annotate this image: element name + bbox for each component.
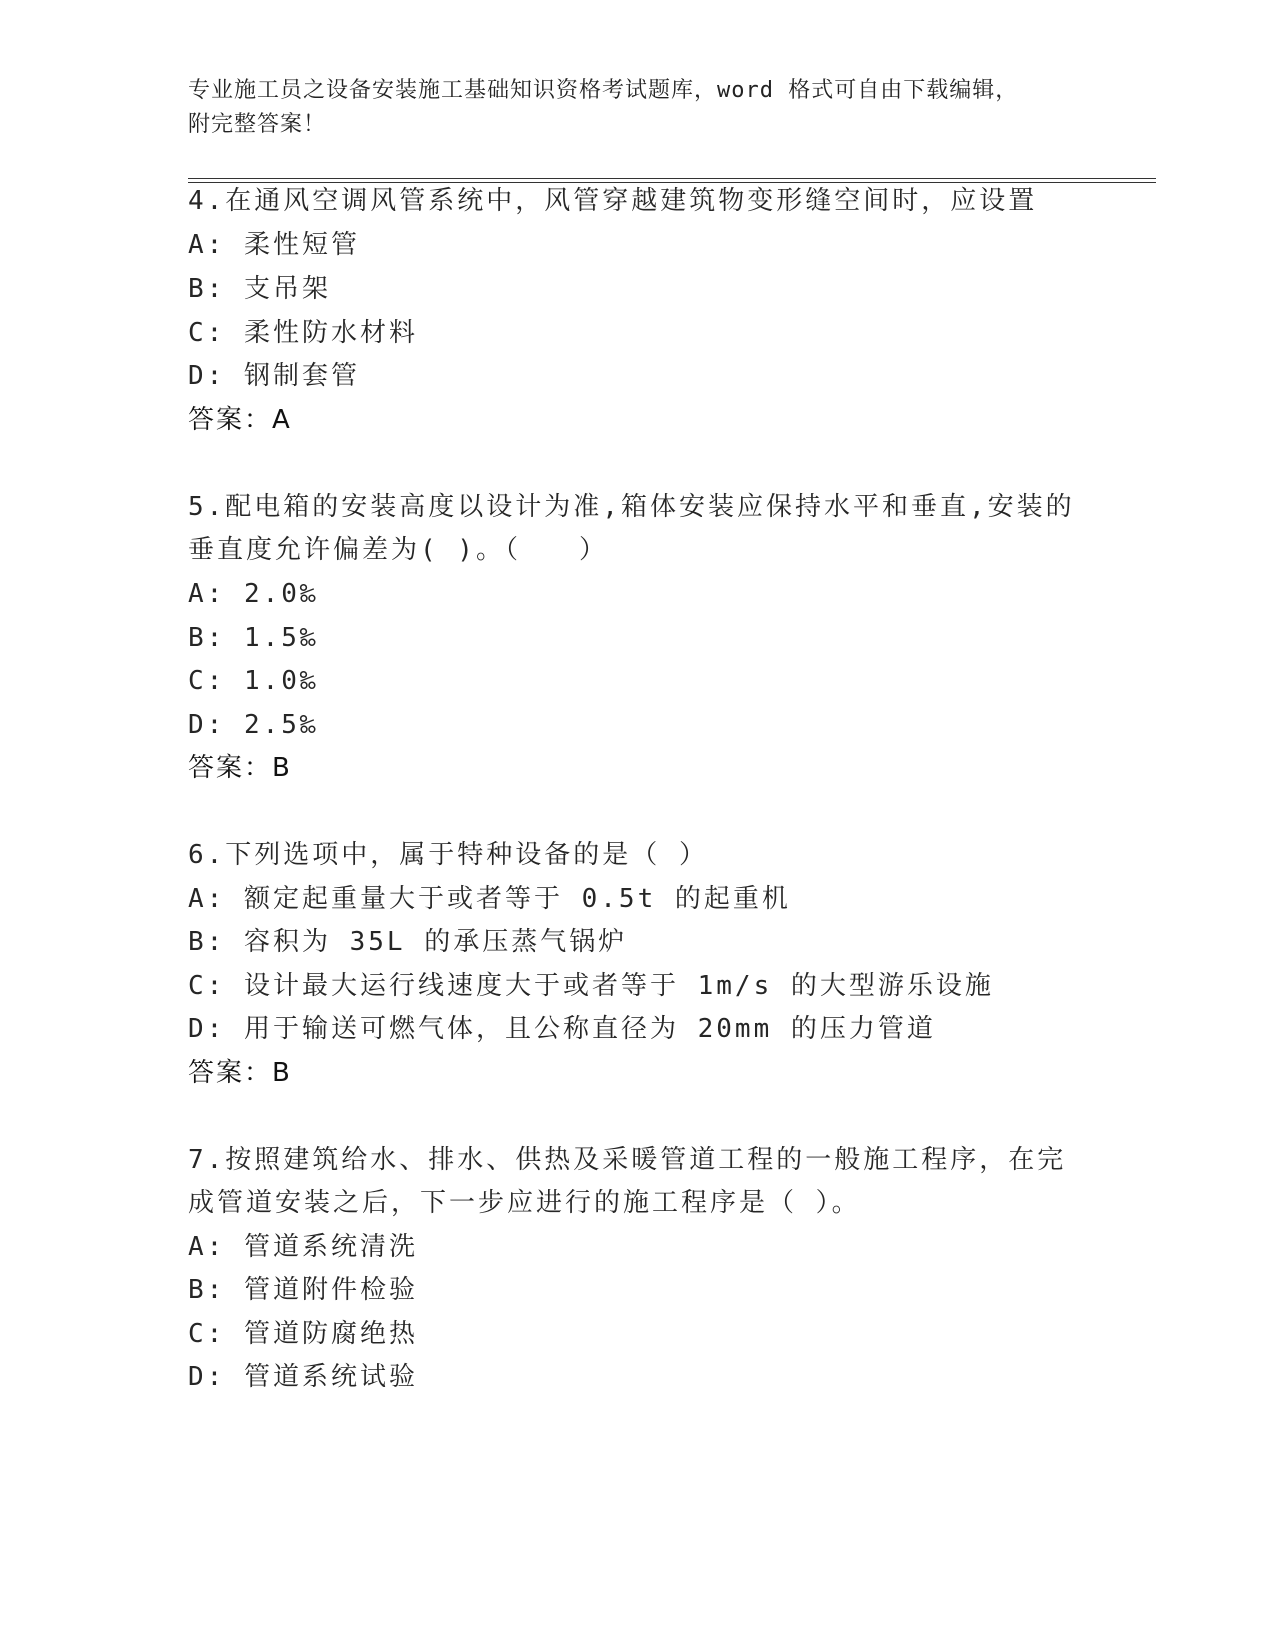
q7-option-a: A: 管道系统清洗 xyxy=(188,1232,418,1262)
q6-answer: 答案：B xyxy=(188,1058,292,1088)
header-line-2: 附完整答案！ xyxy=(188,112,327,137)
q5-stem-line-1: 5.配电箱的安装高度以设计为准,箱体安装应保持水平和垂直,安装的 xyxy=(188,492,1075,522)
q5-option-a: A: 2.0‰ xyxy=(188,579,319,609)
q7-option-c: C: 管道防腐绝热 xyxy=(188,1319,418,1349)
header-line-1: 专业施工员之设备安装施工基础知识资格考试题库，word 格式可自由下载编辑， xyxy=(188,78,1019,103)
q5-answer: 答案：B xyxy=(188,753,292,783)
q4-option-d: D: 钢制套管 xyxy=(188,361,360,391)
q6-option-d: D: 用于输送可燃气体，且公称直径为 20mm 的压力管道 xyxy=(188,1014,936,1044)
q4-option-c: C: 柔性防水材料 xyxy=(188,318,418,348)
q4-stem: 4.在通风空调风管系统中，风管穿越建筑物变形缝空间时，应设置 xyxy=(188,186,1038,216)
q7-stem-line-1: 7.按照建筑给水、排水、供热及采暖管道工程的一般施工程序，在完 xyxy=(188,1145,1067,1175)
q6-option-b: B: 容积为 35L 的承压蒸气锅炉 xyxy=(188,927,628,957)
q7-stem-line-2: 成管道安装之后，下一步应进行的施工程序是（ ）。 xyxy=(188,1188,861,1218)
header-divider xyxy=(188,178,1156,183)
q4-option-a: A: 柔性短管 xyxy=(188,230,360,260)
q4-option-b: B: 支吊架 xyxy=(188,274,331,304)
q6-stem: 6.下列选项中，属于特种设备的是（ ） xyxy=(188,840,708,870)
q5-option-b: B: 1.5‰ xyxy=(188,623,319,653)
q7-option-b: B: 管道附件检验 xyxy=(188,1275,418,1305)
q4-answer: 答案：A xyxy=(188,405,292,435)
q5-option-c: C: 1.0‰ xyxy=(188,666,319,696)
q7-option-d: D: 管道系统试验 xyxy=(188,1362,418,1392)
q6-option-c: C: 设计最大运行线速度大于或者等于 1m/s 的大型游乐设施 xyxy=(188,971,994,1001)
q6-option-a: A: 额定起重量大于或者等于 0.5t 的起重机 xyxy=(188,884,791,914)
document-header xyxy=(188,74,1068,142)
q5-option-d: D: 2.5‰ xyxy=(188,710,319,740)
q5-stem-line-2: 垂直度允许偏差为( )。（ ） xyxy=(188,535,608,565)
